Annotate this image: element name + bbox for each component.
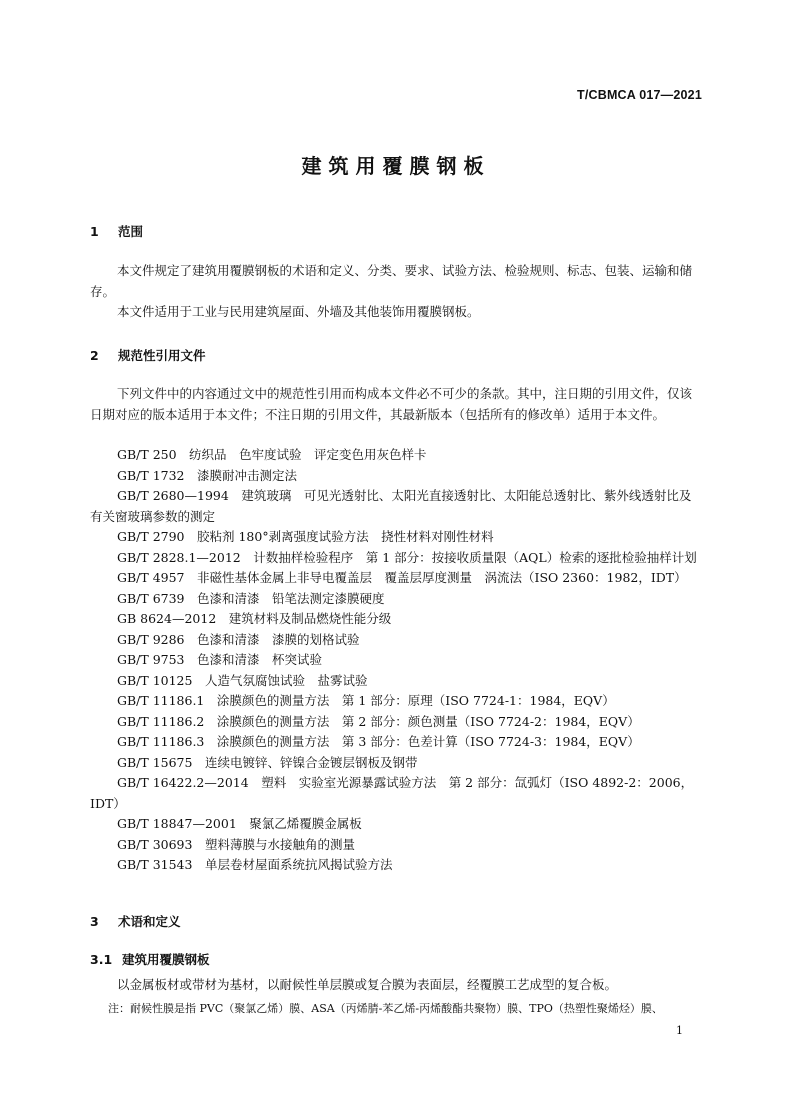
section-3-heading (90, 912, 181, 930)
section-number: 1 (90, 224, 99, 239)
subsection-number: 3.1 (90, 952, 113, 967)
reference-item: GB/T 11186.2 涂膜颜色的测量方法 第 2 部分：颜色测量（ISO 7724-2：1984，EQV） (117, 713, 640, 729)
reference-list (90, 445, 702, 876)
reference-item: GB/T 30693 塑料薄膜与水接触角的测量 (117, 836, 355, 852)
reference-item: GB/T 2828.1—2012 计数抽样检验程序 第 1 部分：按接收质量限（AQL）检索的逐批检验抽样计划 (117, 549, 697, 565)
section-title: 规范性引用文件 (118, 348, 206, 363)
note: 注：耐候性膜是指 PVC（聚氯乙烯）膜、ASA（丙烯腈-苯乙烯-丙烯酸酯共聚物）膜、TPO（热塑性聚烯烃）膜、 (108, 1002, 663, 1015)
reference-item: GB/T 31543 单层卷材屋面系统抗风揭试验方法 (117, 857, 393, 872)
reference-item: GB/T 4957 非磁性基体金属上非导电覆盖层 覆盖层厚度测量 涡流法（ISO 2360：1982，IDT） (117, 570, 687, 585)
document-title: 建筑用覆膜钢板 (301, 154, 491, 178)
section-number: 3 (90, 914, 99, 929)
reference-item: GB/T 9286 色漆和清漆 漆膜的划格试验 (117, 631, 360, 647)
reference-item: GB/T 6739 色漆和清漆 铅笔法测定漆膜硬度 (117, 590, 385, 606)
standard-number: T/CBMCA 017—2021 (576, 88, 702, 102)
paragraph: 下列文件中的内容通过文中的规范性引用而构成本文件必不可少的条款。其中，注日期的引用文件，仅该日期对应的版本适用于本文件；不注日期的引用文件，其最新版本（包括所有的修改单）适用于本文件。 (90, 386, 693, 422)
section-2-heading (90, 346, 206, 364)
reference-item: GB/T 16422.2—2014 塑料 实验室光源暴露试验方法 第 2 部分：氙弧灯（ISO 4892-2：2006，IDT） (90, 775, 694, 811)
reference-item: GB/T 18847—2001 聚氯乙烯覆膜金属板 (117, 816, 362, 831)
subsection-title: 建筑用覆膜钢板 (122, 952, 210, 967)
section-number: 2 (90, 348, 99, 363)
reference-item: GB/T 9753 色漆和清漆 杯突试验 (117, 652, 323, 667)
reference-item: GB/T 11186.1 涂膜颜色的测量方法 第 1 部分：原理（ISO 7724-1：1984，EQV） (117, 693, 615, 708)
section-1-body (90, 261, 702, 323)
reference-item: GB/T 10125 人造气氛腐蚀试验 盐雾试验 (117, 672, 368, 688)
reference-item: GB/T 2680—1994 建筑玻璃 可见光透射比、太阳光直接透射比、太阳能总透射比、紫外线透射比及有关窗玻璃参数的测定 (90, 488, 692, 524)
reference-item: GB/T 15675 连续电镀锌、锌镍合金镀层钢板及钢带 (117, 754, 418, 770)
section-1-heading (90, 222, 143, 240)
reference-item: GB 8624—2012 建筑材料及制品燃烧性能分级 (117, 611, 392, 626)
subsection-3-1-heading (90, 950, 210, 968)
section-title: 范围 (118, 224, 144, 239)
reference-item: GB/T 1732 漆膜耐冲击测定法 (117, 467, 298, 483)
reference-item: GB/T 2790 胶粘剂 180°剥离强度试验方法 挠性材料对刚性材料 (117, 529, 494, 544)
paragraph: 以金属板材或带材为基材，以耐候性单层膜或复合膜为表面层，经覆膜工艺成型的复合板。 (117, 977, 618, 992)
section-2-intro (90, 384, 702, 425)
paragraph: 本文件规定了建筑用覆膜钢板的术语和定义、分类、要求、试验方法、检验规则、标志、包装、运输和储存。 (90, 263, 693, 299)
reference-item: GB/T 11186.3 涂膜颜色的测量方法 第 3 部分：色差计算（ISO 7724-3：1984，EQV） (117, 734, 640, 749)
page-number: 1 (676, 1024, 683, 1037)
paragraph: 本文件适用于工业与民用建筑屋面、外墙及其他装饰用覆膜钢板。 (117, 304, 480, 319)
reference-item: GB/T 250 纺织品 色牢度试验 评定变色用灰色样卡 (117, 447, 427, 462)
section-title: 术语和定义 (118, 914, 181, 929)
definition-3-1 (90, 975, 702, 996)
